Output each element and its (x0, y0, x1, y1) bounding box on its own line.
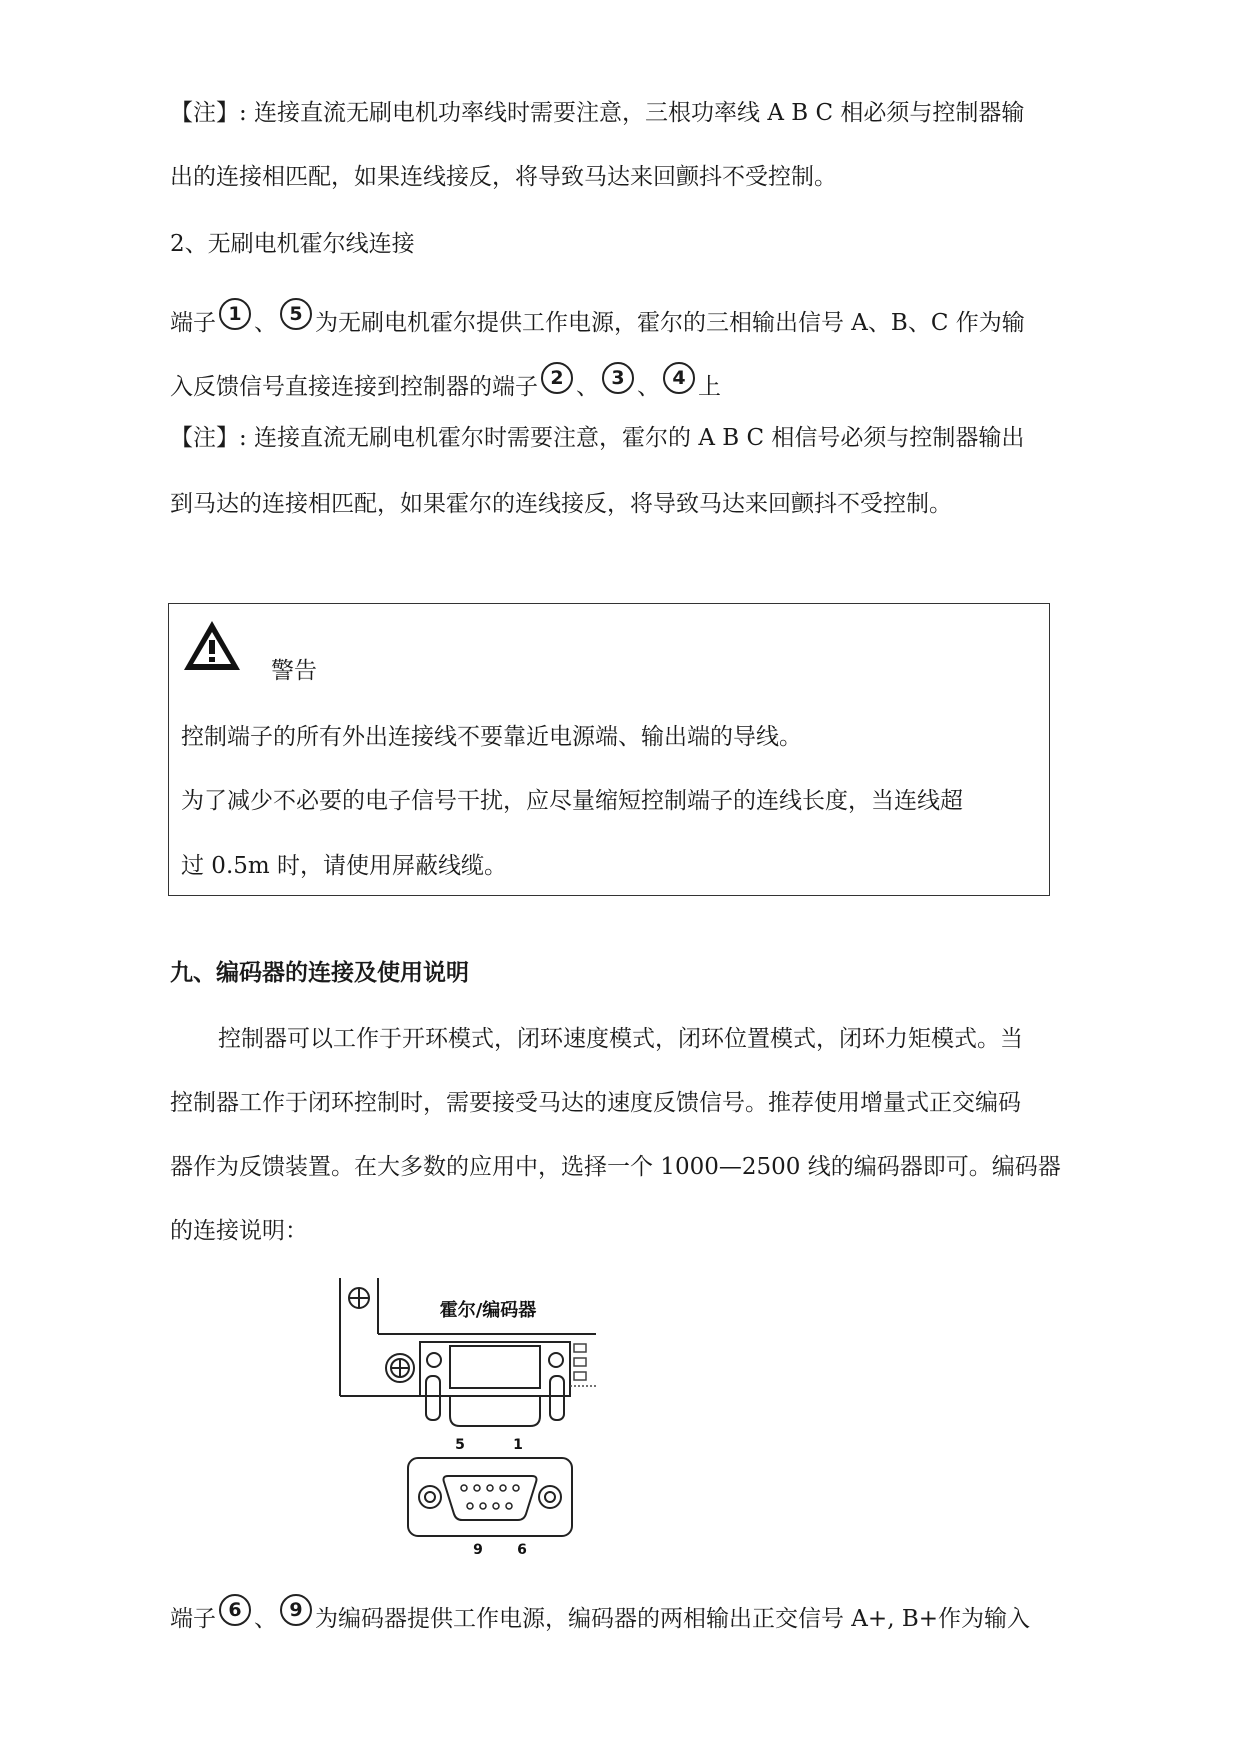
warning-triangle-icon (181, 618, 243, 674)
hall-line2-prefix: 入反馈信号直接连接到控制器的端子 (170, 374, 538, 400)
warning-box (168, 603, 1050, 896)
section9-title: 九、编码器的连接及使用说明 (170, 960, 469, 986)
section9-line2: 控制器工作于闭环控制时，需要接受马达的速度反馈信号。推荐使用增量式正交编码 (170, 1090, 1021, 1116)
note2-line1: 【注】: 连接直流无刷电机霍尔时需要注意，霍尔的 A B C 相信号必须与控制器输出 (170, 425, 1025, 451)
section9-line4: 的连接说明： (170, 1218, 308, 1244)
terminal-1-marker: 1 (219, 298, 251, 330)
separator: 、 (254, 310, 277, 336)
warning-line2: 为了减少不必要的电子信号干扰，应尽量缩短控制端子的连线长度，当连线超 (181, 788, 963, 814)
warning-line3: 过 0.5m 时，请使用屏蔽线缆。 (181, 853, 508, 879)
terminal-4-marker: 4 (663, 362, 695, 394)
hall-line2-suffix: 上 (698, 374, 721, 400)
hall-line1-suffix: 为无刷电机霍尔提供工作电源，霍尔的三相输出信号 A、B、C 作为输 (315, 310, 1025, 336)
note2-line2: 到马达的连接相匹配，如果霍尔的连线接反，将导致马达来回颤抖不受控制。 (170, 491, 952, 517)
bottom-line (170, 1594, 1030, 1634)
connector-diagram (338, 1276, 598, 1556)
hall-line1-prefix: 端子 (170, 310, 216, 336)
connector-label: 霍尔/编码器 (439, 1300, 537, 1321)
terminal-6-marker: 6 (219, 1594, 251, 1626)
separator: 、 (576, 374, 599, 400)
hall-line1 (170, 298, 1025, 338)
terminal-2-marker: 2 (541, 362, 573, 394)
pin-label-1: 1 (513, 1437, 523, 1453)
section9-line3: 器作为反馈装置。在大多数的应用中，选择一个 1000—2500 线的编码器即可。编码器 (170, 1154, 1061, 1180)
terminal-5-marker: 5 (280, 298, 312, 330)
note1-line2: 出的连接相匹配，如果连线接反，将导致马达来回颤抖不受控制。 (170, 164, 837, 190)
encoder-connector-figure (338, 1276, 598, 1560)
pin-label-6: 6 (517, 1542, 527, 1556)
note1-line1: 【注】: 连接直流无刷电机功率线时需要注意，三根功率线 A B C 相必须与控制器输 (170, 100, 1025, 126)
separator: 、 (637, 374, 660, 400)
warning-line1: 控制端子的所有外出连接线不要靠近电源端、输出端的导线。 (181, 724, 802, 750)
separator: 、 (254, 1606, 277, 1632)
hall-line2 (170, 362, 721, 402)
warning-title: 警告 (271, 658, 317, 684)
terminal-9-marker: 9 (280, 1594, 312, 1626)
pin-label-9: 9 (473, 1542, 483, 1556)
bottom-line-suffix: 为编码器提供工作电源，编码器的两相输出正交信号 A+, B+作为输入 (315, 1606, 1030, 1632)
bottom-line-prefix: 端子 (170, 1606, 216, 1632)
section9-line1: 控制器可以工作于开环模式，闭环速度模式，闭环位置模式，闭环力矩模式。当 (218, 1026, 1023, 1052)
terminal-3-marker: 3 (602, 362, 634, 394)
section2-title: 2、无刷电机霍尔线连接 (170, 231, 415, 257)
pin-label-5: 5 (455, 1437, 465, 1453)
